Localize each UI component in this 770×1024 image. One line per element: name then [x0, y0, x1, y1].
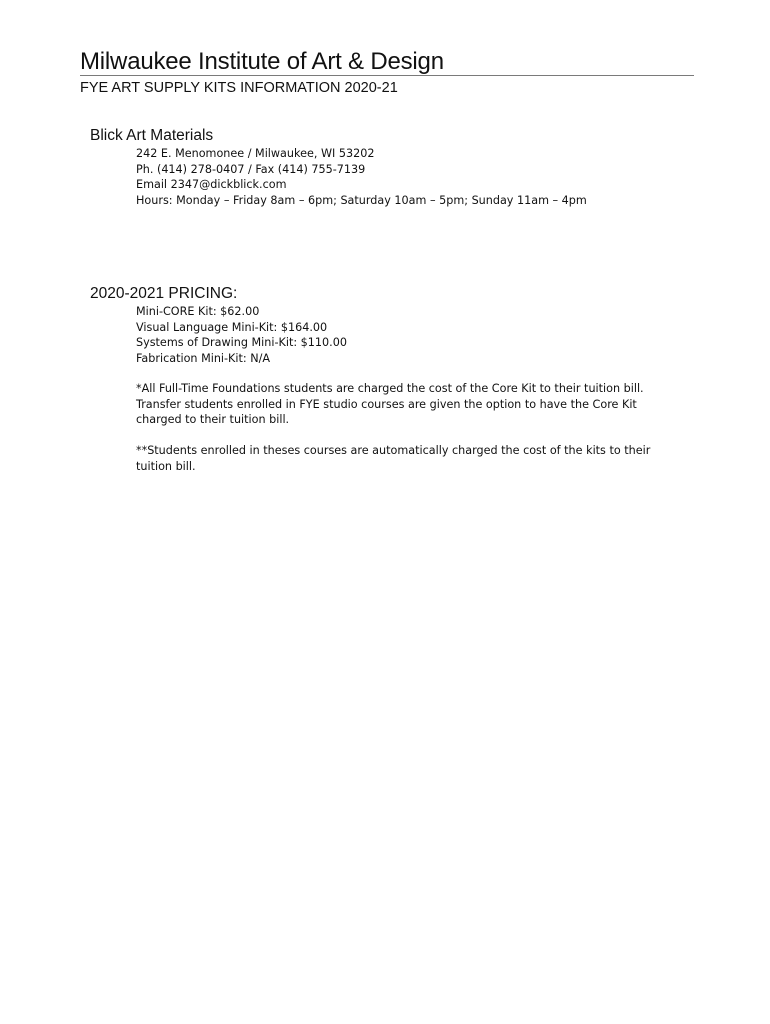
vendor-address: 242 E. Menomonee / Milwaukee, WI 53202: [136, 147, 375, 160]
vendor-contact-block: [136, 146, 587, 208]
courses-charge-note: [136, 443, 656, 474]
pricing-item: Systems of Drawing Mini-Kit: $110.00: [136, 336, 347, 350]
pricing-item: Mini-CORE Kit: $62.00: [136, 305, 260, 318]
pricing-heading: 2020-2021 PRICING:: [90, 285, 238, 302]
document-subtitle: FYE ART SUPPLY KITS INFORMATION 2020-21: [80, 80, 398, 96]
core-kit-note: [136, 381, 656, 428]
pricing-item: Visual Language Mini-Kit: $164.00: [136, 320, 328, 334]
vendor-name-heading: Blick Art Materials: [90, 127, 214, 144]
document-title: Milwaukee Institute of Art & Design: [80, 48, 444, 75]
vendor-email: Email 2347@dickblick.com: [136, 178, 287, 192]
note-line: **Students enrolled in theses courses are automatically charged the cost of the kits to their: [136, 444, 651, 457]
pricing-item: Fabrication Mini-Kit: N/A: [136, 351, 271, 365]
vendor-hours: Hours: Monday – Friday 8am – 6pm; Saturday 10am – 5pm; Sunday 11am – 4pm: [136, 193, 587, 207]
vendor-phone-fax: Ph. (414) 278-0407 / Fax (414) 755-7139: [136, 162, 366, 176]
pricing-list: [136, 304, 347, 366]
note-line: charged to their tuition bill.: [136, 413, 290, 427]
title-divider: [80, 75, 694, 76]
note-line: Transfer students enrolled in FYE studio courses are given the option to have the Core Kit: [136, 397, 637, 411]
note-line: tuition bill.: [136, 459, 196, 473]
note-line: *All Full-Time Foundations students are charged the cost of the Core Kit to their tuition bill.: [136, 382, 644, 395]
